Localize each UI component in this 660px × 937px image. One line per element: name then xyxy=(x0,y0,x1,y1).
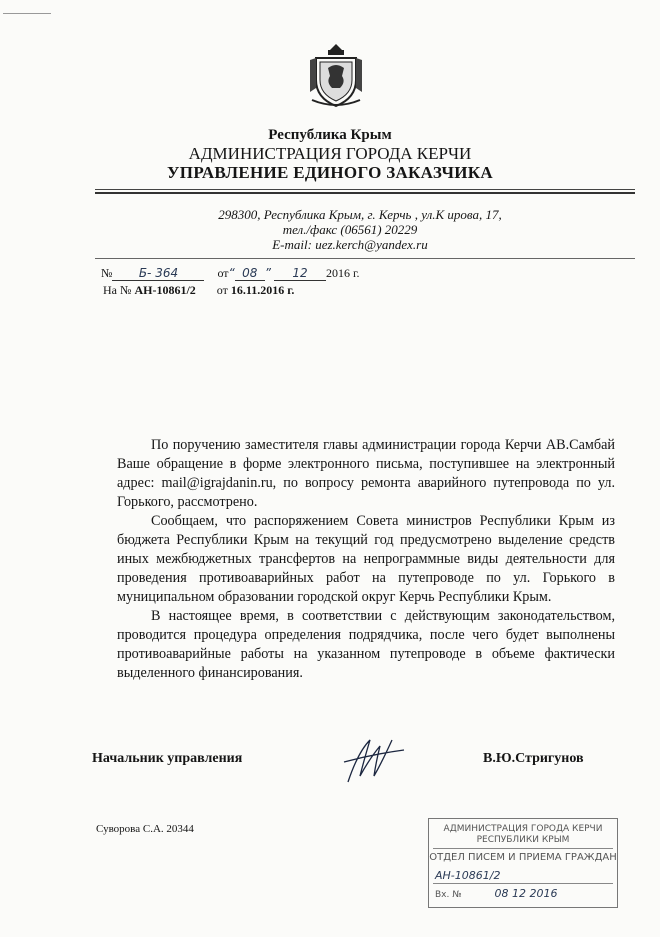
coat-of-arms-emblem xyxy=(306,42,366,110)
outgoing-date-day: 08 xyxy=(235,266,265,281)
body-paragraph-2: Сообщаем, что распоряжением Совета министров Республики Крым из бюджета Республики Крым на текущий год предусмотрено выделение средств иных межбюджетных трансфертов на непрограммные виды деятельности для проведения противоаварийных работ на путепроводе по ул. Горького в муниципальном образовании городской округ Керчь Республики Крым. xyxy=(117,513,615,605)
stamp-line-1: АДМИНИСТРАЦИЯ ГОРОДА КЕРЧИ xyxy=(443,824,603,834)
corner-mark xyxy=(3,13,51,14)
reference-no-value: АН-10861/2 xyxy=(134,283,196,297)
address-email: E-mail: uez.kerch@yandex.ru xyxy=(272,237,428,252)
stamp-line-2: РЕСПУБЛИКИ КРЫМ xyxy=(476,835,570,845)
outgoing-date-month: 12 xyxy=(274,266,326,281)
signatory-title: Начальник управления xyxy=(92,751,243,766)
stamp-handwritten-number: АН-10861/2 xyxy=(435,869,501,882)
outgoing-number-line: № Б- 364 от“ 08 ” 12 2016 г. xyxy=(101,266,360,280)
stamp-incoming-line xyxy=(435,887,623,900)
header-department: УПРАВЛЕНИЕ ЕДИНОГО ЗАКАЗЧИКА xyxy=(167,163,493,182)
header-republic: Республика Крым xyxy=(268,127,392,143)
body-paragraph-3: В настоящее время, в соответствии с действующим законодательством, проводится процедура определения подрядчика, после чего будет выполнены противоаварийные работы на указанном путепроводе в объеме фактически выделенного финансирования. xyxy=(117,608,615,681)
letter-body xyxy=(117,436,615,683)
reference-number-line xyxy=(103,283,294,298)
stamp-incoming-label: Вх. № xyxy=(435,890,462,900)
incoming-registration-stamp xyxy=(428,818,618,908)
handwritten-signature xyxy=(340,732,410,787)
executor-info: Суворова С.А. 20344 xyxy=(96,823,194,835)
stamp-incoming-date: 08 12 2016 xyxy=(494,887,558,900)
outgoing-year: 2016 г. xyxy=(325,266,360,280)
outgoing-no-value: Б- 364 xyxy=(112,266,204,281)
address-phone: тел./факс (06561) 20229 xyxy=(282,222,418,237)
header-administration: АДМИНИСТРАЦИЯ ГОРОДА КЕРЧИ xyxy=(188,144,472,163)
reference-date: 16.11.2016 г. xyxy=(230,283,295,297)
header-rule-thick xyxy=(95,192,635,194)
signatory-name: В.Ю.Стригунов xyxy=(483,751,584,766)
body-paragraph-1: По поручению заместителя главы администрации города Керчи АВ.Самбай Ваше обращение в форме электронного письма, поступившее на электронный адрес: mail@igrajdanin.ru, по вопросу ремонта аварийного путепровода по ул. Горького, рассмотрено. xyxy=(117,437,615,510)
address-street: 298300, Республика Крым, г. Керчь , ул.К ирова, 17, xyxy=(218,207,502,222)
header-rule-thin xyxy=(95,189,635,190)
reference-date-label: от xyxy=(216,283,228,297)
outgoing-date-label: от xyxy=(217,266,229,280)
stamp-line-3: ОТДЕЛ ПИСЕМ И ПРИЕМА ГРАЖДАН xyxy=(429,852,617,863)
reference-no-label: На № xyxy=(103,283,132,297)
outgoing-no-label: № xyxy=(101,266,113,280)
address-rule xyxy=(95,258,635,259)
